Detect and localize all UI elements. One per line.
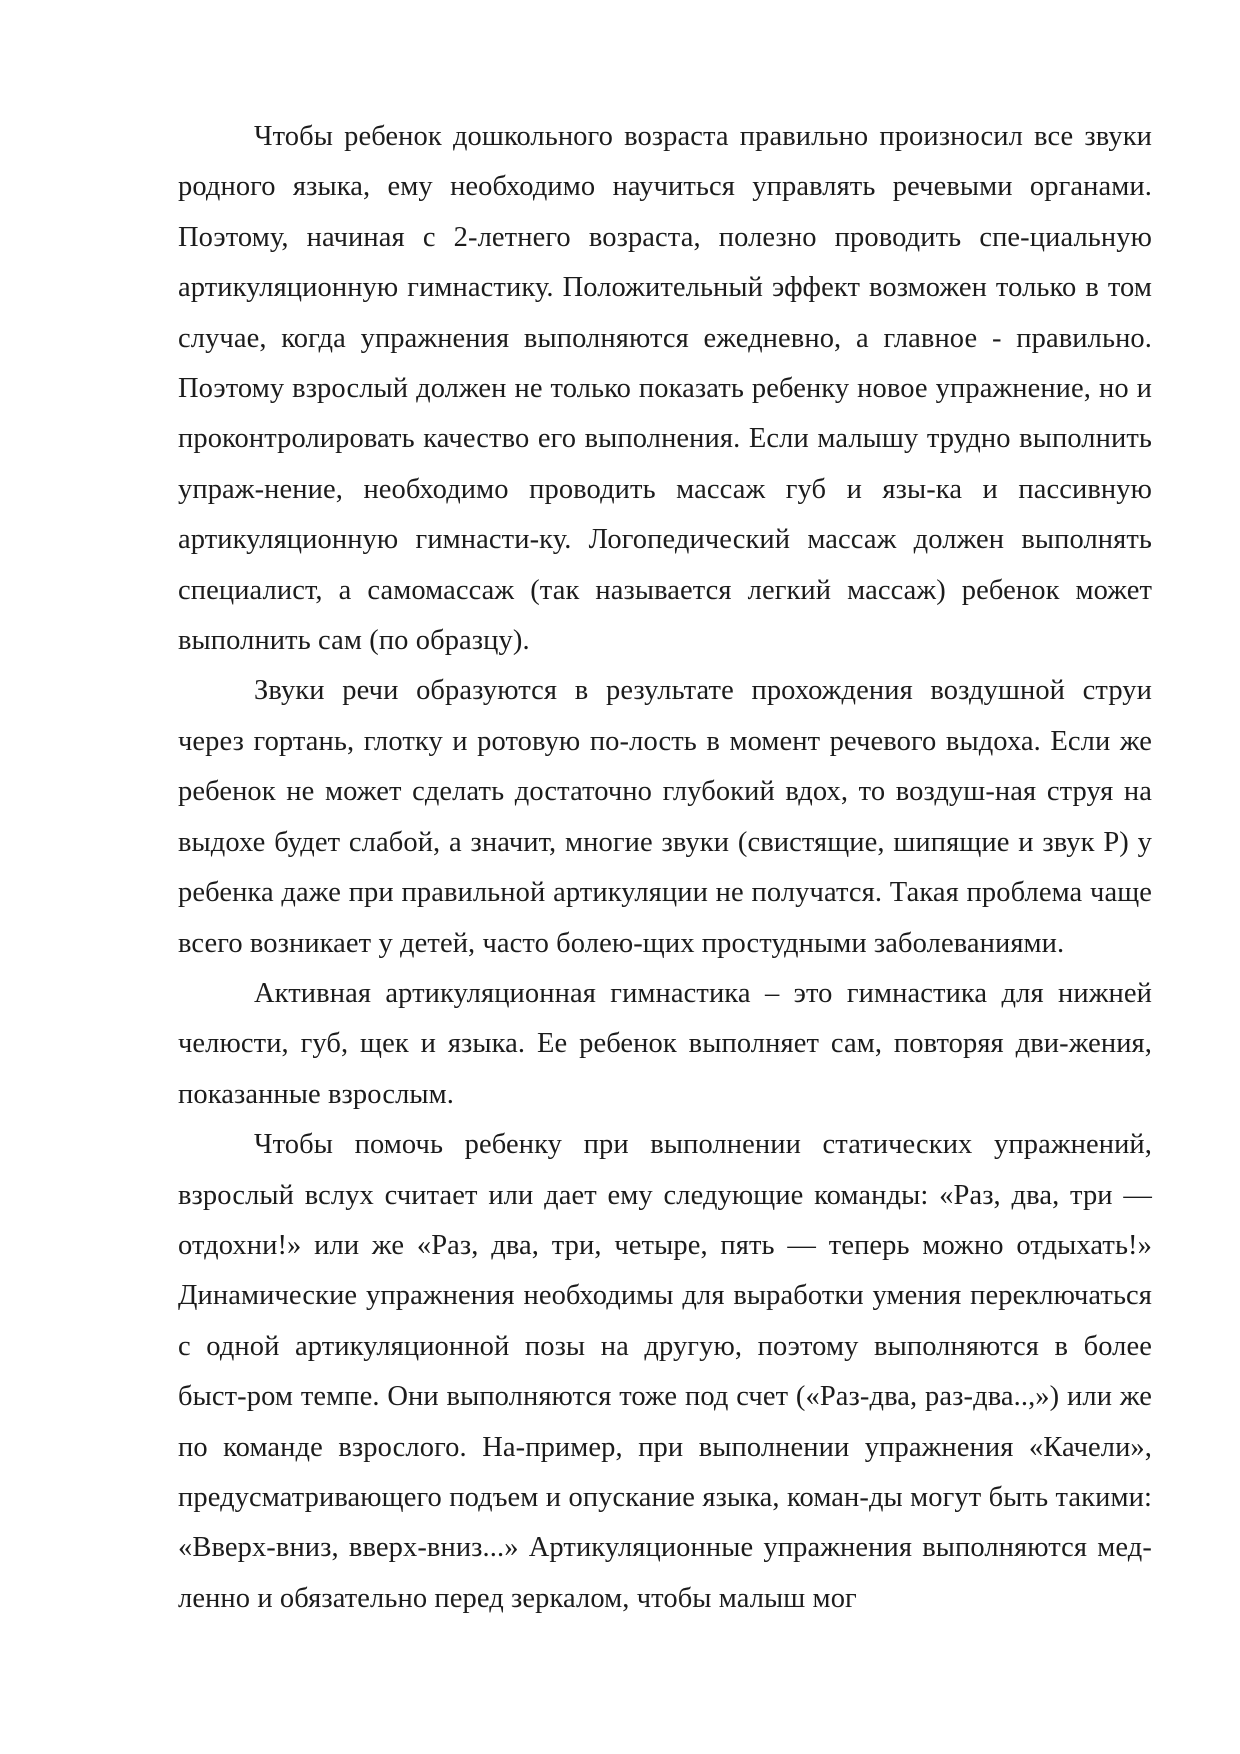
paragraph-4: Чтобы помочь ребенку при выполнении статических упражнений, взрослый вслух считает или дает ему следующие команды: «Раз, два, три — отдохни!» или же «Раз, два, три, четыре, пять — теперь можно отдыхать!» Динамические упражнения необходимы для выработки умения переключаться с одной артикуляционной позы на другую, поэтому выполняются в более быст-ром темпе. Они выполняются тоже под счет («Раз-два, раз-два..,») или же по команде взрослого. На-пример, при выполнении упражнения «Качели», предусматривающего подъем и опускание языка, коман-ды могут быть такими: «Вверх-вниз, вверх-вниз...» Артикуляционные упражнения выполняются мед-ленно и обязательно перед зеркалом, чтобы малыш мог xyxy=(178,1129,1152,1614)
paragraph-1: Чтобы ребенок дошкольного возраста правильно произносил все звуки родного языка, ему необходимо научиться управлять речевыми органами. Поэтому, начиная с 2-летнего возраста, полезно проводить спе-циальную артикуляционную гимнастику. Положительный эффект возможен только в том случае, когда упражнения выполняются ежедневно, а главное - правильно. Поэтому взрослый должен не только показать ребенку новое упражнение, но и проконтролировать качество его выполнения. Если малышу трудно выполнить упраж-нение, необходимо проводить массаж губ и язы-ка и пассивную артикуляционную гимнасти-ку. Логопедический массаж должен выполнять специалист, а самомассаж (так называется легкий массаж) ребенок может выполнить сам (по образцу). xyxy=(178,121,1152,657)
document-page xyxy=(178,112,1152,1624)
paragraph-2: Звуки речи образуются в результате прохождения воздушной струи через гортань, глотку и ротовую по-лость в момент речевого выдоха. Если же ребенок не может сделать достаточно глубокий вдох, то воздуш-ная струя на выдохе будет слабой, а значит, многие звуки (свистящие, шипящие и звук Р) у ребенка даже при правильной артикуляции не получатся. Такая проблема чаще всего возникает у детей, часто болею-щих простудными заболеваниями. xyxy=(178,675,1152,959)
paragraph-3: Активная артикуляционная гимнастика – это гимнастика для нижней челюсти, губ, щек и языка. Ее ребенок выполняет сам, повторяя дви-жения, показанные взрослым. xyxy=(178,977,1152,1110)
